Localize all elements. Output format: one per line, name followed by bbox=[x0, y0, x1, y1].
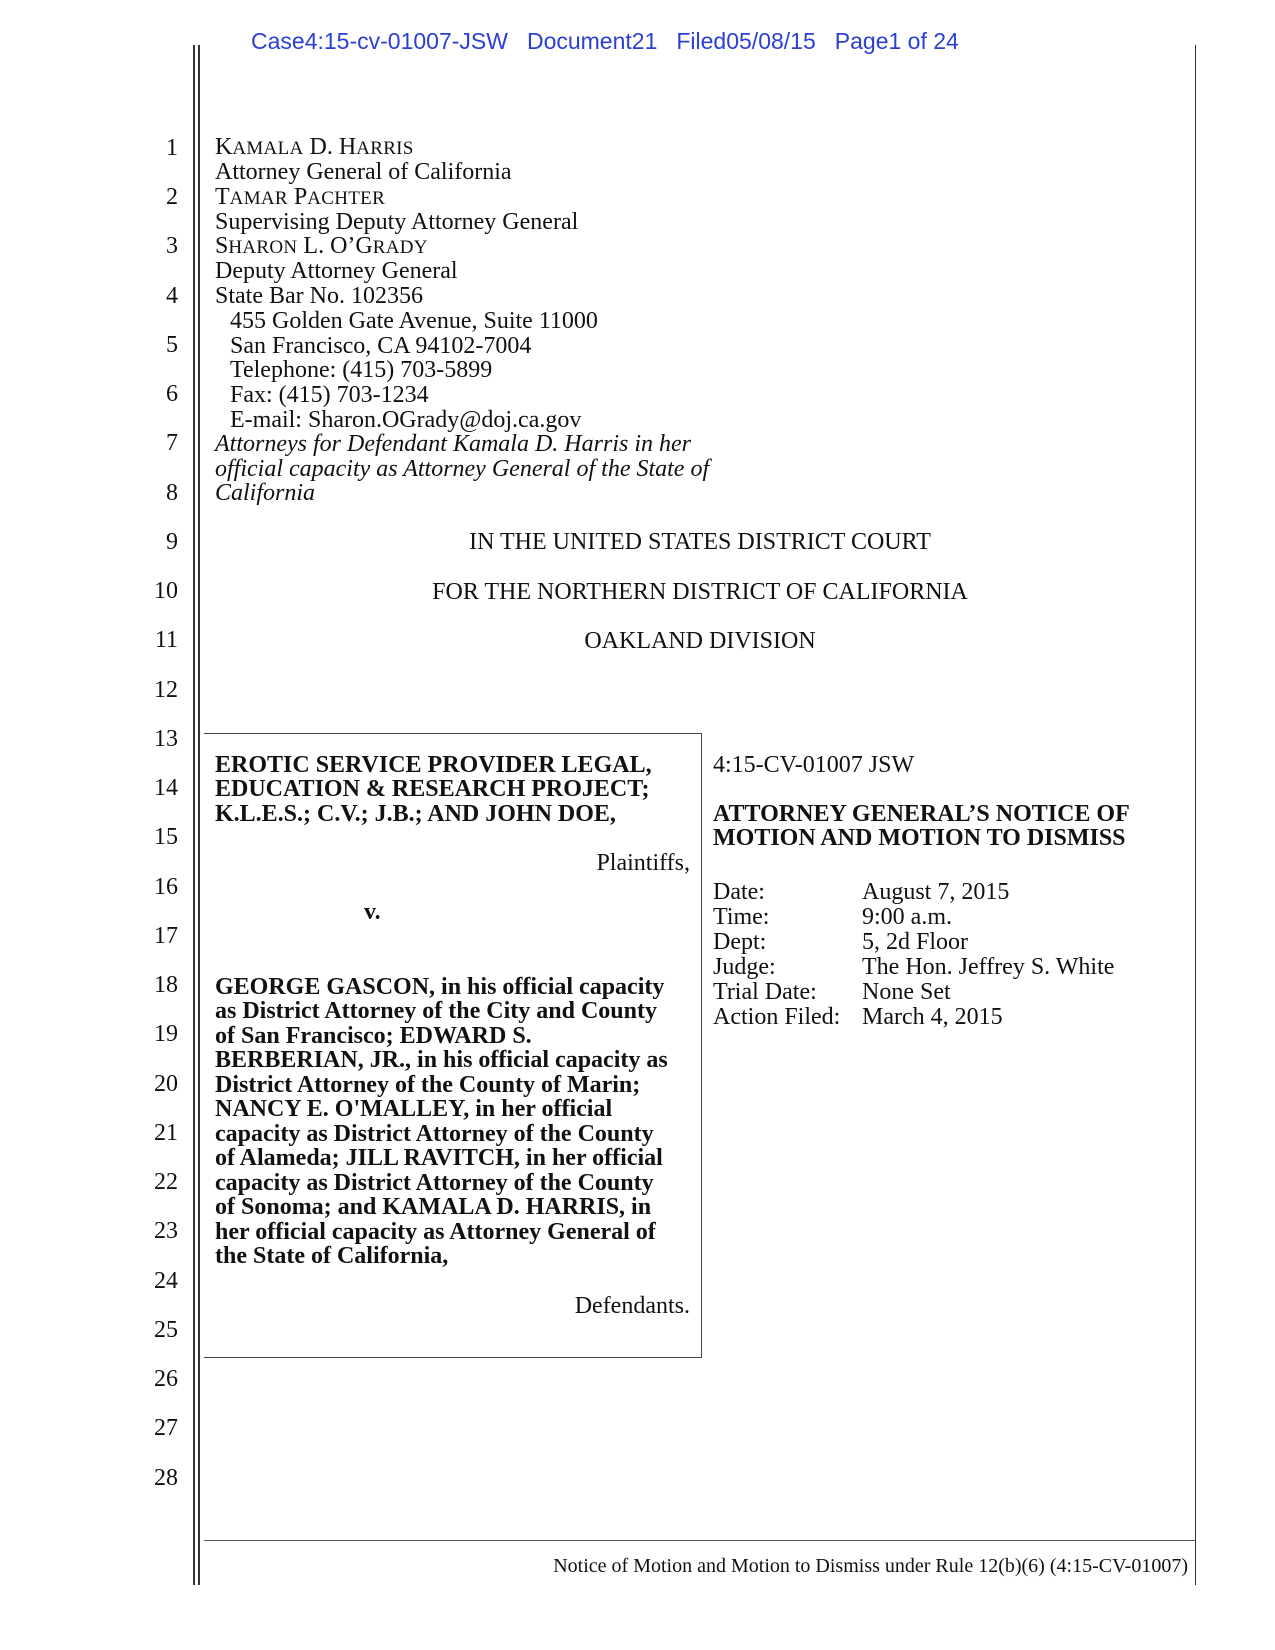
hearing-label: Trial Date: bbox=[713, 979, 817, 1005]
court-division: OAKLAND DIVISION bbox=[584, 628, 816, 654]
counsel-title: Attorney General of California bbox=[215, 159, 512, 185]
defendants-line: of Sonoma; and KAMALA D. HARRIS, in bbox=[215, 1194, 652, 1220]
ecf-header bbox=[251, 28, 978, 55]
hearing-row bbox=[713, 1005, 1114, 1030]
hearing-label: Dept: bbox=[713, 929, 767, 955]
hearing-details bbox=[713, 880, 1114, 1030]
hearing-value: 9:00 a.m. bbox=[862, 904, 952, 930]
defendants-line: as District Attorney of the City and County bbox=[215, 998, 657, 1024]
defendants-line: the State of California, bbox=[215, 1243, 449, 1269]
state-bar-number: State Bar No. 102356 bbox=[215, 283, 423, 309]
defendants-line: GEORGE GASCON, in his official capacity bbox=[215, 974, 665, 1000]
fax-line: Fax: (415) 703-1234 bbox=[230, 382, 429, 408]
line-number: 27 bbox=[154, 1415, 178, 1441]
line-number: 6 bbox=[166, 381, 178, 407]
document-title: MOTION AND MOTION TO DISMISS bbox=[713, 825, 1126, 851]
hearing-row bbox=[713, 905, 1114, 930]
defendants-line: her official capacity as Attorney General of bbox=[215, 1219, 656, 1245]
line-number: 11 bbox=[154, 627, 178, 653]
email-line: E-mail: Sharon.OGrady@doj.ca.gov bbox=[230, 407, 582, 433]
hearing-row bbox=[713, 980, 1114, 1005]
hearing-value: March 4, 2015 bbox=[862, 1004, 1003, 1030]
hearing-value: 5, 2d Floor bbox=[862, 929, 969, 955]
attorneys-for-line: Attorneys for Defendant Kamala D. Harris in her bbox=[215, 431, 691, 457]
right-margin-rule bbox=[1195, 45, 1196, 1585]
defendants-line: NANCY E. O'MALLEY, in her official bbox=[215, 1096, 613, 1122]
plaintiffs-name: EROTIC SERVICE PROVIDER LEGAL, bbox=[215, 752, 652, 778]
defendants-label: Defendants. bbox=[574, 1293, 690, 1319]
line-number: 26 bbox=[154, 1366, 178, 1392]
line-number: 20 bbox=[154, 1071, 178, 1097]
line-number: 28 bbox=[154, 1465, 178, 1491]
line-number: 21 bbox=[154, 1120, 178, 1146]
line-number: 23 bbox=[154, 1218, 178, 1244]
hearing-value: The Hon. Jeffrey S. White bbox=[862, 954, 1115, 980]
line-number: 18 bbox=[154, 972, 178, 998]
court-district: FOR THE NORTHERN DISTRICT OF CALIFORNIA bbox=[432, 579, 968, 605]
ecf-page-count: Page1 of 24 bbox=[834, 28, 959, 54]
hearing-row bbox=[713, 930, 1114, 955]
versus: v. bbox=[364, 899, 381, 925]
left-margin-rule-inner bbox=[198, 45, 200, 1585]
ecf-case-number: Case4:15-cv-01007-JSW bbox=[251, 28, 508, 54]
line-number: 17 bbox=[154, 923, 178, 949]
left-margin-rule bbox=[193, 45, 195, 1585]
hearing-label: Judge: bbox=[713, 954, 776, 980]
line-number: 1 bbox=[166, 135, 178, 161]
counsel-name: TAMAR PACHTER bbox=[215, 184, 386, 210]
hearing-value: None Set bbox=[862, 979, 951, 1005]
line-number: 10 bbox=[154, 578, 178, 604]
line-number: 13 bbox=[154, 726, 178, 752]
attorneys-for-line: official capacity as Attorney General of the State of bbox=[215, 456, 710, 482]
line-number: 8 bbox=[166, 480, 178, 506]
ecf-filed-date: Filed05/08/15 bbox=[676, 28, 816, 54]
line-number: 3 bbox=[166, 233, 178, 259]
hearing-value: August 7, 2015 bbox=[862, 879, 1010, 905]
hearing-label: Date: bbox=[713, 879, 765, 905]
line-number: 16 bbox=[154, 874, 178, 900]
footer-rule bbox=[204, 1540, 1195, 1541]
line-number: 4 bbox=[166, 283, 178, 309]
line-number: 9 bbox=[166, 529, 178, 555]
document-title: ATTORNEY GENERAL’S NOTICE OF bbox=[713, 801, 1130, 827]
line-number: 24 bbox=[154, 1268, 178, 1294]
telephone-line: Telephone: (415) 703-5899 bbox=[230, 357, 493, 383]
line-number: 22 bbox=[154, 1169, 178, 1195]
defendants-line: of San Francisco; EDWARD S. bbox=[215, 1023, 532, 1049]
line-number: 12 bbox=[154, 677, 178, 703]
counsel-name: SHARON L. O’GRADY bbox=[215, 233, 428, 259]
plaintiffs-name: K.L.E.S.; C.V.; J.B.; AND JOHN DOE, bbox=[215, 801, 616, 827]
attorneys-for-line: California bbox=[215, 480, 316, 506]
hearing-label: Action Filed: bbox=[713, 1004, 841, 1030]
footer-title: Notice of Motion and Motion to Dismiss under Rule 12(b)(6) (4:15-CV-01007) bbox=[553, 1555, 1188, 1577]
plaintiffs-label: Plaintiffs, bbox=[596, 850, 690, 876]
line-number: 5 bbox=[166, 332, 178, 358]
defendants-line: capacity as District Attorney of the County bbox=[215, 1170, 654, 1196]
plaintiffs-name: EDUCATION & RESEARCH PROJECT; bbox=[215, 776, 650, 802]
case-number: 4:15-CV-01007 JSW bbox=[713, 752, 915, 778]
line-number: 15 bbox=[154, 824, 178, 850]
line-number: 19 bbox=[154, 1021, 178, 1047]
defendants-line: District Attorney of the County of Marin; bbox=[215, 1072, 641, 1098]
defendants-line: BERBERIAN, JR., in his official capacity as bbox=[215, 1047, 668, 1073]
counsel-name: KAMALA D. HARRIS bbox=[215, 134, 414, 160]
counsel-title: Supervising Deputy Attorney General bbox=[215, 209, 579, 235]
hearing-label: Time: bbox=[713, 904, 770, 930]
line-number: 7 bbox=[166, 430, 178, 456]
ecf-document-number: Document21 bbox=[526, 28, 658, 54]
line-number: 2 bbox=[166, 184, 178, 210]
city-line: San Francisco, CA 94102-7004 bbox=[230, 333, 532, 359]
line-number: 25 bbox=[154, 1317, 178, 1343]
defendants-line: capacity as District Attorney of the County bbox=[215, 1121, 654, 1147]
hearing-row bbox=[713, 955, 1114, 980]
defendants-line: of Alameda; JILL RAVITCH, in her official bbox=[215, 1145, 663, 1171]
line-number: 14 bbox=[154, 775, 178, 801]
court-title: IN THE UNITED STATES DISTRICT COURT bbox=[469, 529, 931, 555]
address-line: 455 Golden Gate Avenue, Suite 11000 bbox=[230, 308, 598, 334]
counsel-title: Deputy Attorney General bbox=[215, 258, 458, 284]
hearing-row bbox=[713, 880, 1114, 905]
